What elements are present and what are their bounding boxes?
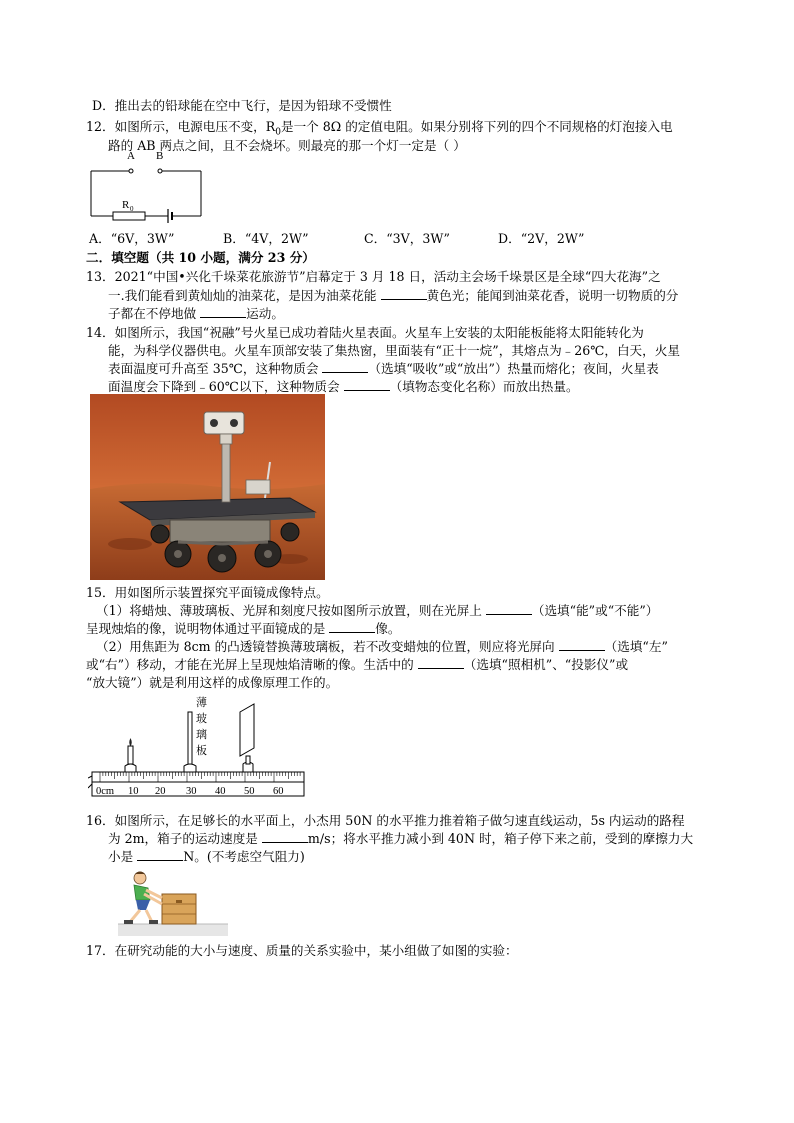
q14-line2: 能，为科学仪器供电。火星车顶部安装了集热窗，里面装有“正十一烷”，其熔点为﹣26℃，白天，火星 xyxy=(108,343,680,358)
q12-option-d: D．“2V，2W” xyxy=(498,231,585,246)
ruler-label-50: 50 xyxy=(244,786,255,797)
ruler-label-30: 30 xyxy=(186,786,197,797)
q13-line1: 13．2021“中国•兴化千垛菜花旅游节”启幕定于 3 月 18 日，活动主会场千垛景区是全球“四大花海”之 xyxy=(86,269,661,284)
q14-line4: 面温度会下降到﹣60℃以下，这种物质会 （填物态变化名称）而放出热量。 xyxy=(108,379,579,394)
q15-blank-4[interactable] xyxy=(418,656,464,669)
q12-option-a: A．“6V，3W” xyxy=(89,231,175,246)
q14-line1: 14．如图所示，我国“祝融”号火星已成功着陆火星表面。火星车上安装的太阳能板能将太阳能转化为 xyxy=(86,325,644,340)
candle xyxy=(128,746,133,764)
q14-line3: 表面温度可升高至 35℃，这种物质会 （选填“吸收”或“放出”）热量而熔化；夜间，火星表 xyxy=(108,361,659,376)
ruler xyxy=(92,772,304,782)
rover-wheel xyxy=(151,525,169,543)
q16-line3: 小是 N。(不考虑空气阻力) xyxy=(108,849,305,864)
q13-line3: 子都在不停地做 运动。 xyxy=(108,306,284,321)
q15-blank-3[interactable] xyxy=(559,638,605,651)
q12-option-c: C．“3V，3W” xyxy=(364,231,450,246)
ruler-label-20: 20 xyxy=(155,786,166,797)
rover-wheel xyxy=(281,523,299,541)
q15-optics-bench-diagram xyxy=(88,690,310,806)
terminal-b xyxy=(158,169,162,173)
mars-rover-photo xyxy=(90,394,325,580)
q15-line4: （2）用焦距为 8cm 的凸透镜替换薄玻璃板，若不改变蜡烛的位置，则应将光屏向 （选填“左” xyxy=(96,639,668,654)
ruler-label-0: 0cm xyxy=(96,786,115,797)
q15-blank-1[interactable] xyxy=(486,602,532,615)
glass-label-2: 玻 xyxy=(196,713,207,725)
q16-line2: 为 2m，箱子的运动速度是 m/s；将水平推力减小到 40N 时，箱子停下来之前，受到的摩擦力大 xyxy=(108,831,694,846)
q16-line1: 16．如图所示，在足够长的水平面上，小杰用 50N 的水平推力推着箱子做匀速直线运动，5s 内运动的路程 xyxy=(86,813,685,828)
q15-line6: “放大镜”）就是利用这样的成像原理工作的。 xyxy=(86,675,339,690)
q15-line5: 或“右”）移动，才能在光屏上呈现烛焰清晰的像。生活中的 （选填“照相机”、“投影仪”或 xyxy=(86,657,629,672)
section-title-fill-in: 二．填空题（共 10 小题，满分 23 分） xyxy=(86,250,315,265)
q12-circuit-diagram xyxy=(85,150,210,225)
q12-line1: 12．如图所示，电源电压不变，$R_0$是一个 8Ω 的定值电阻。如果分别将下列的四个不同规格的灯泡接入电 xyxy=(86,119,673,138)
candle-flame xyxy=(129,738,132,746)
resistor-r0 xyxy=(113,212,145,220)
svg-text:0: 0 xyxy=(130,205,134,213)
ruler-label-60: 60 xyxy=(273,786,284,797)
q13-blank-1[interactable] xyxy=(381,287,427,300)
rover-body xyxy=(170,520,270,542)
thin-glass-plate xyxy=(188,712,192,772)
q15-line3: 呈现烛焰的像，说明物体通过平面镜成的是 像。 xyxy=(86,621,401,636)
q17-line1: 17．在研究动能的大小与速度、质量的关系实验中，某小组做了如图的实验： xyxy=(86,943,518,958)
ruler-label-40: 40 xyxy=(215,786,226,797)
ruler-label-10: 10 xyxy=(128,786,139,797)
q16-blank-2[interactable] xyxy=(137,848,183,861)
q16-boy-pushing-box-illustration xyxy=(118,866,228,936)
q13-blank-2[interactable] xyxy=(200,305,246,318)
light-screen xyxy=(240,704,254,756)
ground xyxy=(118,924,228,936)
q14-blank-2[interactable] xyxy=(344,378,390,391)
glass-label-1: 薄 xyxy=(196,697,207,709)
q16-blank-1[interactable] xyxy=(262,830,308,843)
q15-line2: （1）将蜡烛、薄玻璃板、光屏和刻度尺按如图所示放置，则在光屏上 （选填“能”或“不能”） xyxy=(96,603,659,618)
glass-label-3: 璃 xyxy=(196,729,207,741)
rover-mast xyxy=(222,442,230,502)
q11-option-d: D．推出去的铅球能在空中飞行，是因为铅球不受惯性 xyxy=(92,98,392,113)
wooden-box xyxy=(162,894,196,924)
glass-label-4: 板 xyxy=(196,745,207,757)
q15-line1: 15．用如图所示装置探究平面镜成像特点。 xyxy=(86,585,329,600)
q14-blank-1[interactable] xyxy=(322,360,368,373)
q12-option-b: B．“4V，2W” xyxy=(223,231,309,246)
circuit-label-r: R xyxy=(122,199,130,211)
circuit-label-b: B xyxy=(156,150,164,162)
q13-line2: 一.我们能看到黄灿灿的油菜花，是因为油菜花能 黄色光；能闻到油菜花香，说明一切物质的分 xyxy=(108,288,679,303)
boy-shirt xyxy=(134,885,150,900)
terminal-a xyxy=(129,169,133,173)
q12-line2: 路的 AB 两点之间，且不会烧坏。则最亮的那一个灯一定是（ ） xyxy=(108,138,466,153)
circuit-label-a: A xyxy=(127,150,135,162)
q15-blank-2[interactable] xyxy=(329,620,375,633)
